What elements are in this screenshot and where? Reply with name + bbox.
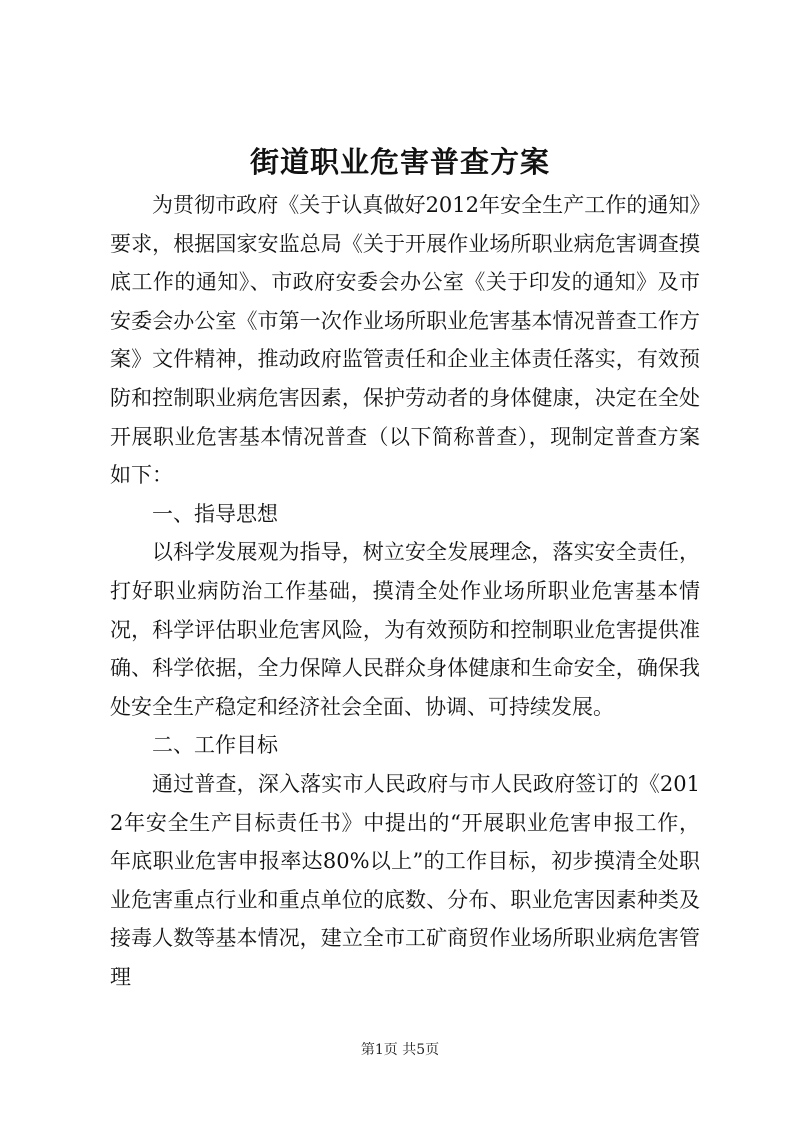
document-body (110, 186, 700, 996)
section-heading-guiding-ideology: 一、指导思想 (152, 501, 278, 526)
paragraph-intro: 为贯彻市政府《关于认真做好2012年安全生产工作的通知》要求，根据国家安监总局《关于开展作业场所职业病危害调查摸底工作的通知》、市政府安委会办公室《关于印发的通知》及市安委会办公室《市第一次作业场所职业危害基本情况普查工作方案》文件精神，推动政府监管责任和企业主体责任落实，有效预防和控制职业病危害因素，保护劳动者的身体健康，决定在全处开展职业危害基本情况普查（以下简称普查），现制定普查方案如下： (110, 193, 700, 488)
page-footer: 第1页 共5页 (360, 1042, 440, 1058)
section-heading-work-goals: 二、工作目标 (152, 733, 278, 758)
paragraph-work-goals: 通过普查，深入落实市人民政府与市人民政府签订的《2012年安全生产目标责任书》中提出的“开展职业危害申报工作，年底职业危害申报率达80%以上”的工作目标，初步摸清全处职业危害重点行业和重点单位的底数、分布、职业危害因素种类及接毒人数等基本情况，建立全市工矿商贸作业场所职业病危害管理 (110, 771, 700, 989)
paragraph-guiding-ideology: 以科学发展观为指导，树立安全发展理念，落实安全责任，打好职业病防治工作基础，摸清全处作业场所职业危害基本情况，科学评估职业危害风险，为有效预防和控制职业危害提供准确、科学依据，全力保障人民群众身体健康和生命安全，确保我处安全生产稳定和经济社会全面、协调、可持续发展。 (110, 540, 700, 719)
document-title: 街道职业危害普查方案 (249, 145, 550, 179)
